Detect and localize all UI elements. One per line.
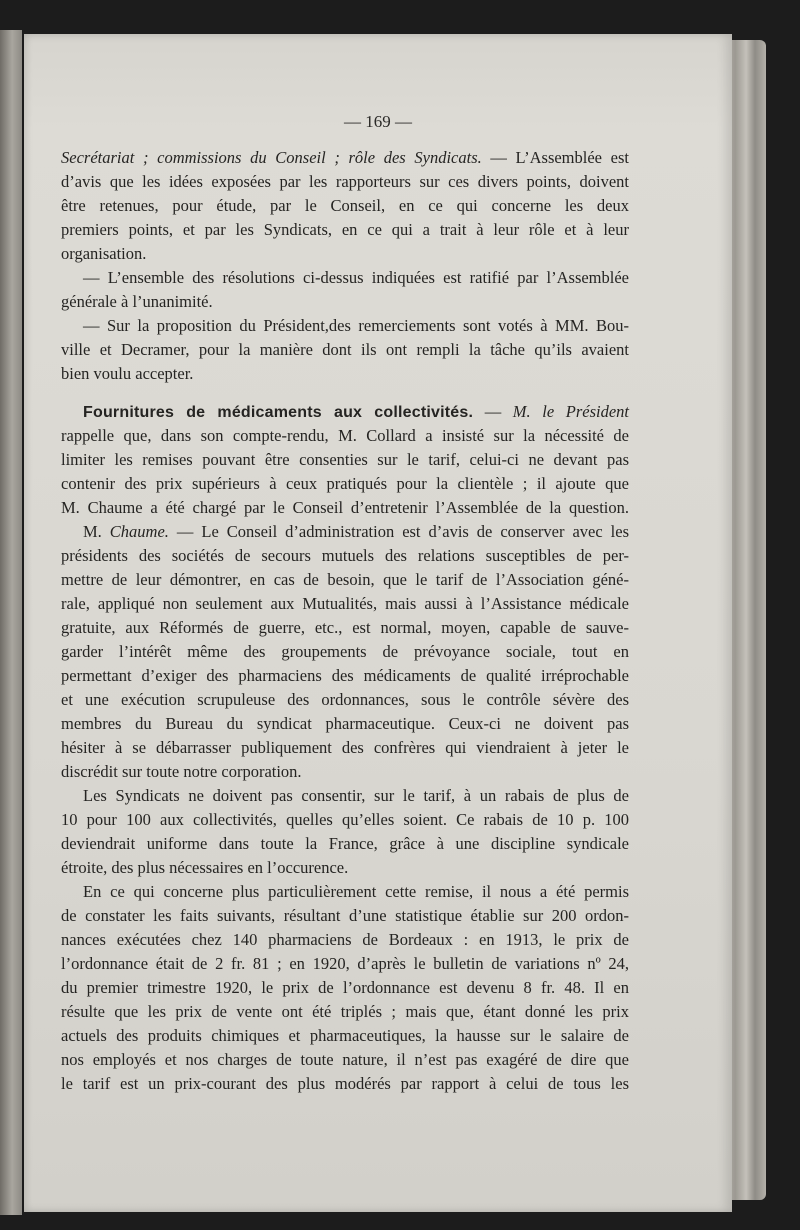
text-line: rale, appliqué non seulement aux Mutualités, mais aussi à l’Assistance médicale — [61, 594, 629, 613]
text-line: Secrétariat ; commissions du Conseil ; rôle des Syndicats. — L’Assemblée est — [61, 148, 629, 167]
page-number: — 169 — — [344, 112, 412, 131]
text-line: nos employés et nos charges de toute nature, il n’est pas exagéré de dire que — [61, 1050, 629, 1069]
text-line: l’ordonnance était de 2 fr. 81 ; en 1920, d’après le bulletin de variations nº 24, — [61, 954, 629, 973]
text-line: le tarif est un prix-courant des plus modérés par rapport à celui de tous les — [61, 1074, 629, 1093]
text-line: d’avis que les idées exposées par les rapporteurs sur ces divers points, doivent — [61, 172, 629, 191]
text-line: membres du Bureau du syndicat pharmaceutique. Ceux-ci ne doivent pas — [61, 714, 629, 733]
text-line: ville et Decramer, pour la manière dont ils ont rempli la tâche qu’ils avaient — [61, 340, 629, 359]
text-line: actuels des produits chimiques et pharmaceutiques, la hausse sur le salaire de — [61, 1026, 629, 1045]
text-line: étroite, des plus nécessaires en l’occurence. — [61, 858, 349, 877]
text-line: garder l’intérêt même des groupements de prévoyance sociale, tout en — [61, 642, 629, 661]
text-line: En ce qui concerne plus particulièrement cette remise, il nous a été permis — [83, 882, 629, 901]
text-line: deviendrait uniforme dans toute la France, grâce à une discipline syndicale — [61, 834, 629, 853]
text-line: permettant d’exiger des pharmaciens des médicaments de qualité irréprochable — [61, 666, 629, 685]
text-line: présidents des sociétés de secours mutuels des relations susceptibles de per- — [61, 546, 629, 565]
text-line: rappelle que, dans son compte-rendu, M. Collard a insisté sur la nécessité de — [61, 426, 629, 445]
text-line: — Sur la proposition du Président,des remerciements sont votés à MM. Bou- — [83, 316, 629, 335]
text-line: mettre de leur démontrer, en cas de besoin, que le tarif de l’Association géné- — [61, 570, 629, 589]
text-line: organisation. — [61, 244, 147, 263]
text-line: premiers points, et par les Syndicats, en ce qui a trait à leur rôle et à leur — [61, 220, 629, 239]
text-line: du premier trimestre 1920, le prix de l’ordonnance est devenu 8 fr. 48. Il en — [61, 978, 629, 997]
text-line: et une exécution scrupuleuse des ordonnances, sous le contrôle sévère des — [61, 690, 629, 709]
text-line: hésiter à se débarrasser publiquement des confrères qui viendraient à jeter le — [61, 738, 629, 757]
section-title-secretariat: Secrétariat ; commissions du Conseil ; rôle des Syndicats. — [61, 148, 482, 167]
book-page — [24, 34, 732, 1212]
text-line: 10 pour 100 aux collectivités, quelles qu’elles soient. Ce rabais de 10 p. 100 — [61, 810, 629, 829]
text-line: gratuite, aux Réformés de guerre, etc., est normal, moyen, capable de sauve- — [61, 618, 629, 637]
text-line: — L’ensemble des résolutions ci-dessus indiquées est ratifié par l’Assemblée — [83, 268, 629, 287]
text-line: de constater les faits suivants, résultant d’une statistique établie sur 200 ordon- — [61, 906, 629, 925]
text-line: discrédit sur toute notre corporation. — [61, 762, 302, 781]
section-title-fournitures: Fournitures de médicaments aux collectivités. — [83, 404, 474, 421]
binding-left-edge — [0, 30, 22, 1215]
text-line: bien voulu accepter. — [61, 364, 194, 383]
text-line: être retenues, pour étude, par le Conseil, en ce qui concerne les deux — [61, 196, 629, 215]
text-line: résulte que les prix de vente ont été triplés ; mais que, étant donné les prix — [61, 1002, 629, 1021]
text-line: limiter les remises pouvant être consenties sur le tarif, celui-ci ne devant pas — [61, 450, 629, 469]
text-line: générale à l’unanimité. — [61, 292, 213, 311]
text-line: nances exécutées chez 140 pharmaciens de Bordeaux : en 1913, le prix de — [61, 930, 629, 949]
text-line: M. Chaume a été chargé par le Conseil d’entretenir l’Assemblée de la question. — [61, 498, 629, 517]
text-line: M. Chaume. — Le Conseil d’administration est d’avis de conserver avec les — [83, 522, 629, 541]
text-line: contenir des prix supérieurs à ceux pratiqués pour la clientèle ; il ajoute que — [61, 474, 629, 493]
text-line: Fournitures de médicaments aux collectivités. — M. le Président — [83, 402, 629, 421]
text-line: Les Syndicats ne doivent pas consentir, sur le tarif, à un rabais de plus de — [83, 786, 629, 805]
